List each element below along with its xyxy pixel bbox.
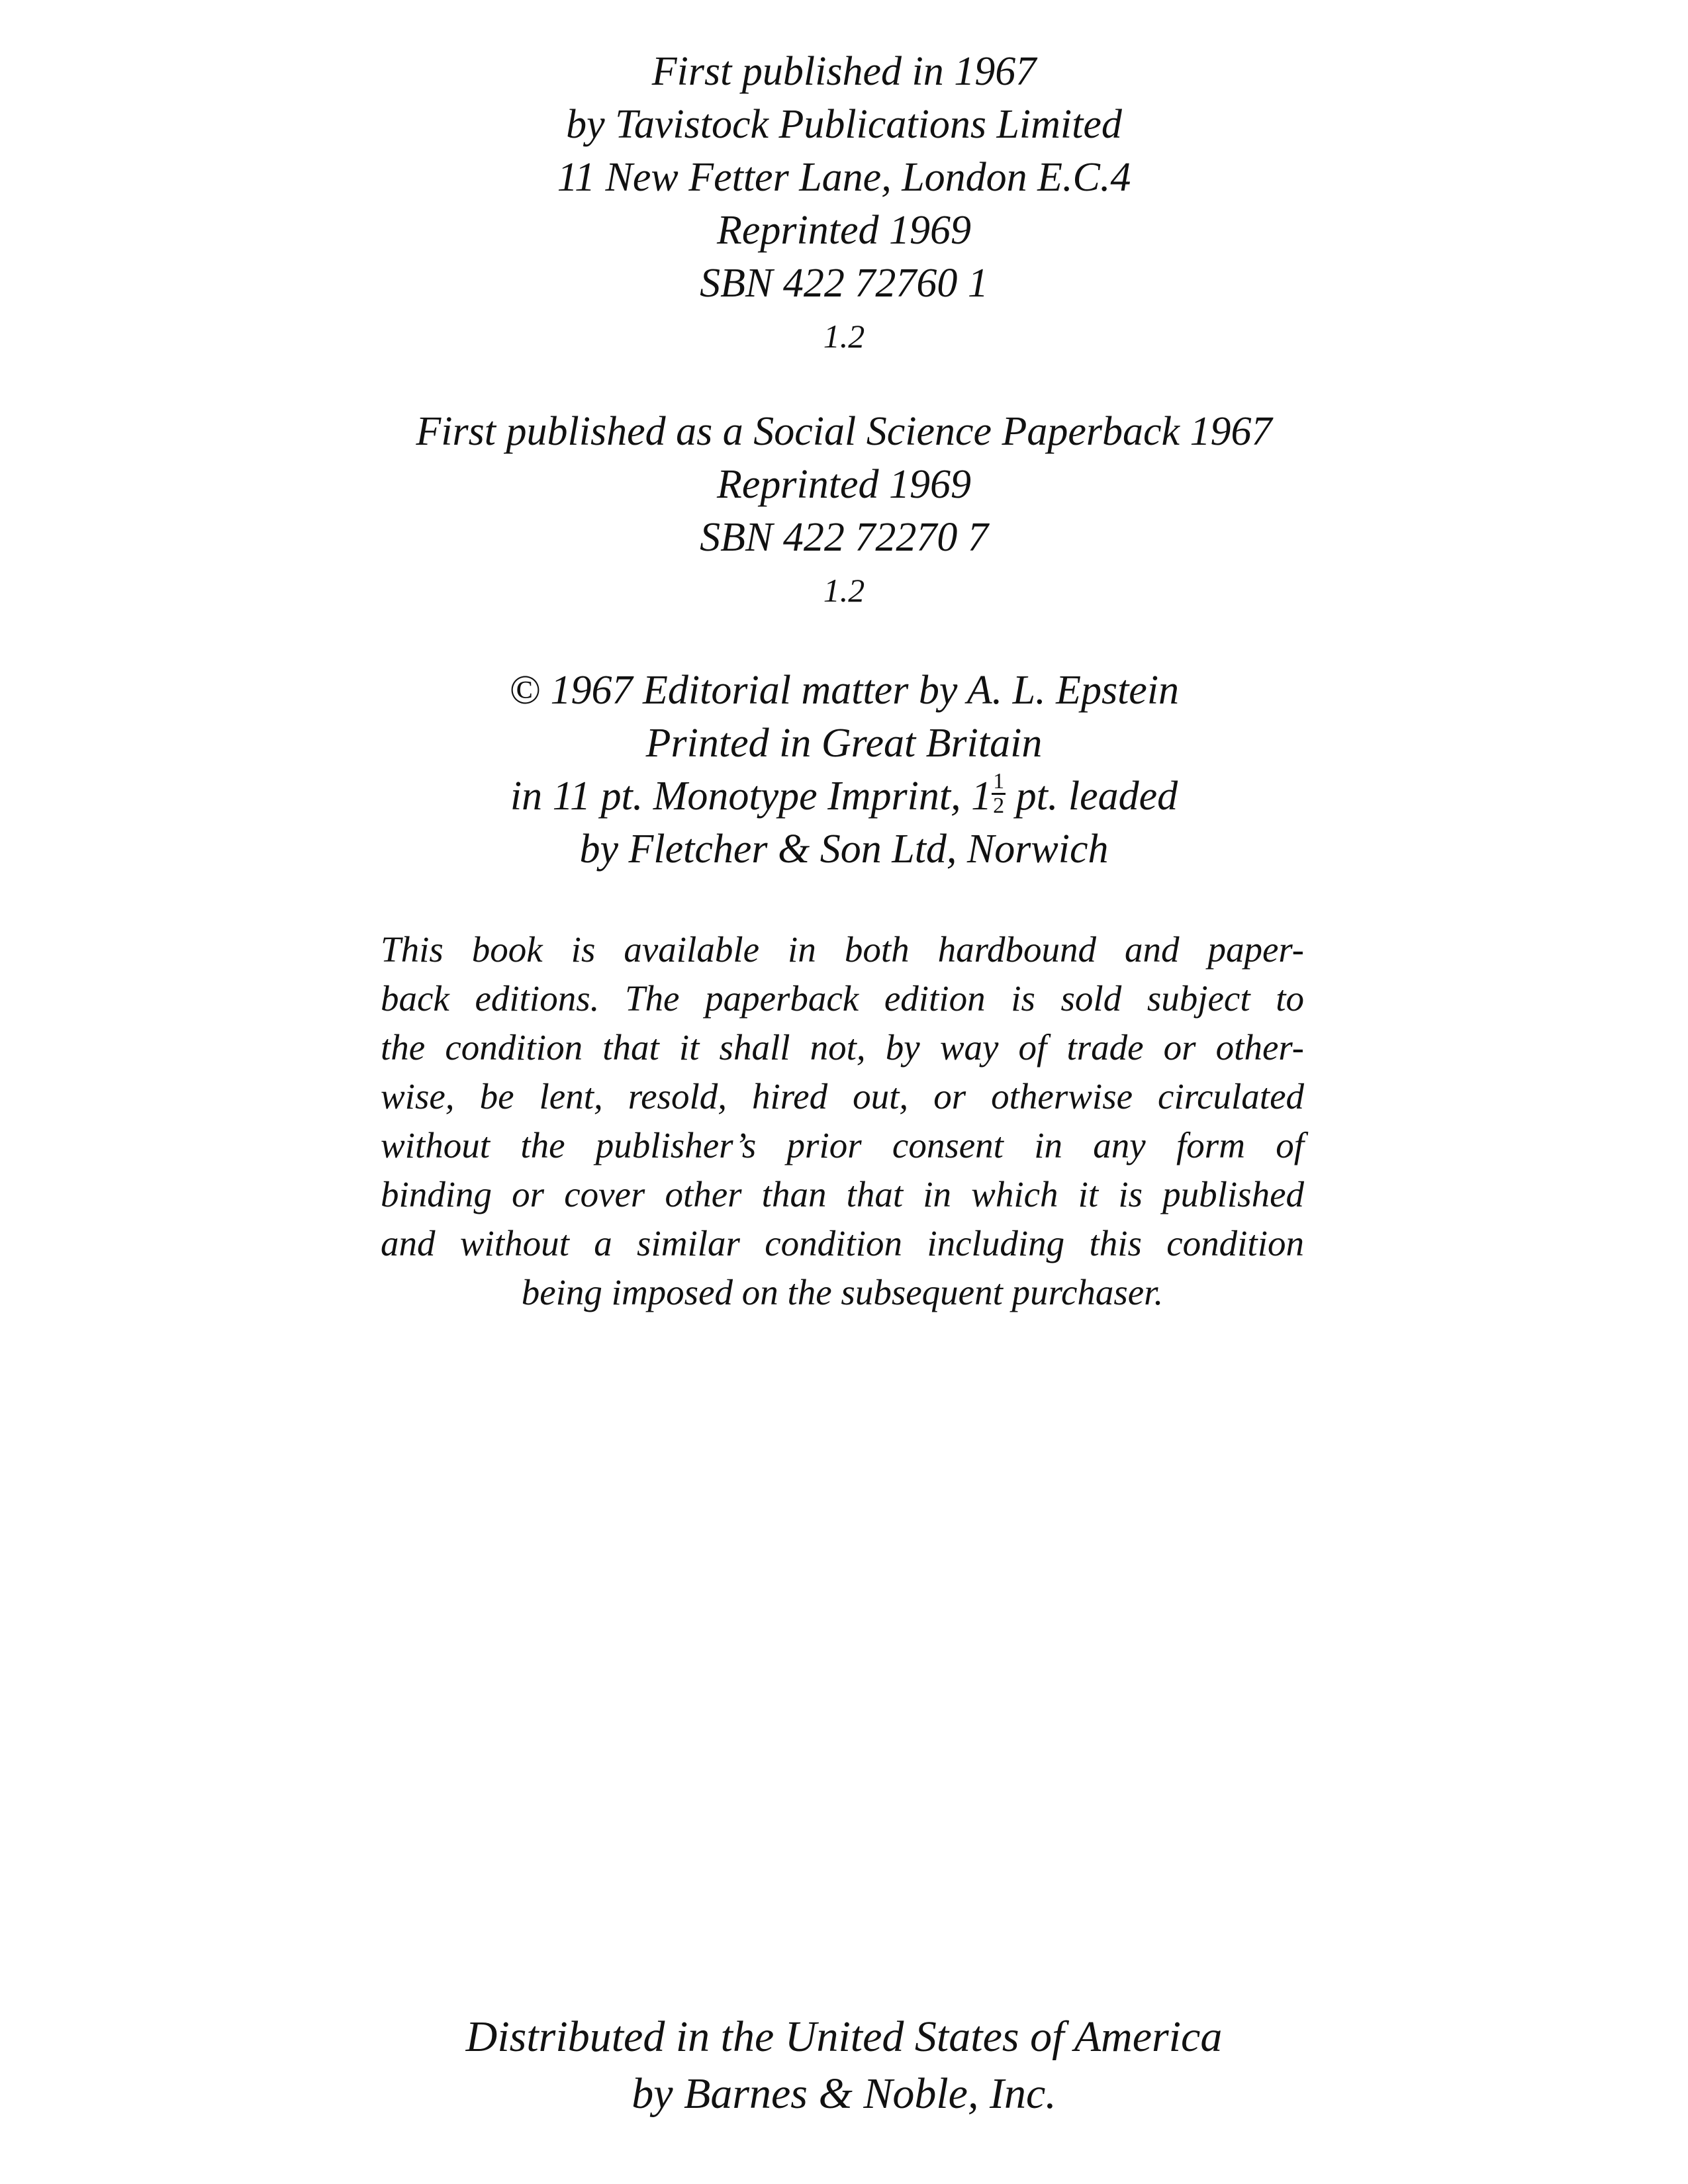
conditions-line: binding or cover other than that in which it is published bbox=[381, 1174, 1304, 1214]
distribution-line: Distributed in the United States of America bbox=[465, 2013, 1223, 2061]
conditions-line: This book is available in both hardbound and paper- bbox=[381, 929, 1304, 970]
reprinted-line: Reprinted 1969 bbox=[717, 208, 971, 253]
paperback-imprint bbox=[0, 405, 1688, 617]
conditions-line: back editions. The paperback edition is sold subject to bbox=[381, 978, 1304, 1019]
conditions-last-line: being imposed on the subsequent purchaser. bbox=[521, 1272, 1164, 1312]
paperback-sbn-line: SBN 422 72270 7 bbox=[700, 515, 988, 560]
publisher-line: by Tavistock Publications Limited bbox=[566, 102, 1122, 147]
publisher-address-line: 11 New Fetter Lane, London E.C.4 bbox=[557, 155, 1131, 200]
conditions-line: wise, be lent, resold, hired out, or otherwise circulated bbox=[381, 1076, 1304, 1116]
first-published-line: First published in 1967 bbox=[651, 49, 1037, 94]
typeface-text: in 11 pt. Monotype Imprint, 1 bbox=[510, 774, 992, 819]
fraction-numerator: 1 bbox=[992, 770, 1006, 795]
hardback-imprint bbox=[0, 45, 1688, 363]
edition-code: 1.2 bbox=[823, 318, 865, 355]
printer-line: by Fletcher & Son Ltd, Norwich bbox=[579, 827, 1109, 872]
conditions-line: and without a similar condition including this condition bbox=[381, 1223, 1304, 1263]
paperback-published-line: First published as a Social Science Paperback 1967 bbox=[416, 409, 1272, 454]
fraction-half bbox=[992, 770, 1006, 817]
conditions-line: the condition that it shall not, by way of trade or other- bbox=[381, 1027, 1304, 1068]
distributor-line: by Barnes & Noble, Inc. bbox=[632, 2070, 1056, 2118]
conditions-of-sale bbox=[381, 925, 1304, 1317]
sbn-line: SBN 422 72760 1 bbox=[700, 261, 988, 306]
us-distribution bbox=[0, 2009, 1688, 2122]
conditions-line: without the publisher’s prior consent in any form of bbox=[381, 1125, 1304, 1165]
copyright-block bbox=[0, 664, 1688, 876]
paperback-edition-code: 1.2 bbox=[823, 572, 865, 609]
paperback-reprinted-line: Reprinted 1969 bbox=[717, 462, 971, 507]
copyright-line: © 1967 Editorial matter by A. L. Epstein bbox=[508, 668, 1180, 713]
printed-in-line: Printed in Great Britain bbox=[645, 721, 1043, 766]
leaded-text: pt. leaded bbox=[1006, 774, 1178, 819]
fraction-denominator: 2 bbox=[993, 794, 1005, 819]
typeface-line bbox=[0, 770, 1688, 823]
